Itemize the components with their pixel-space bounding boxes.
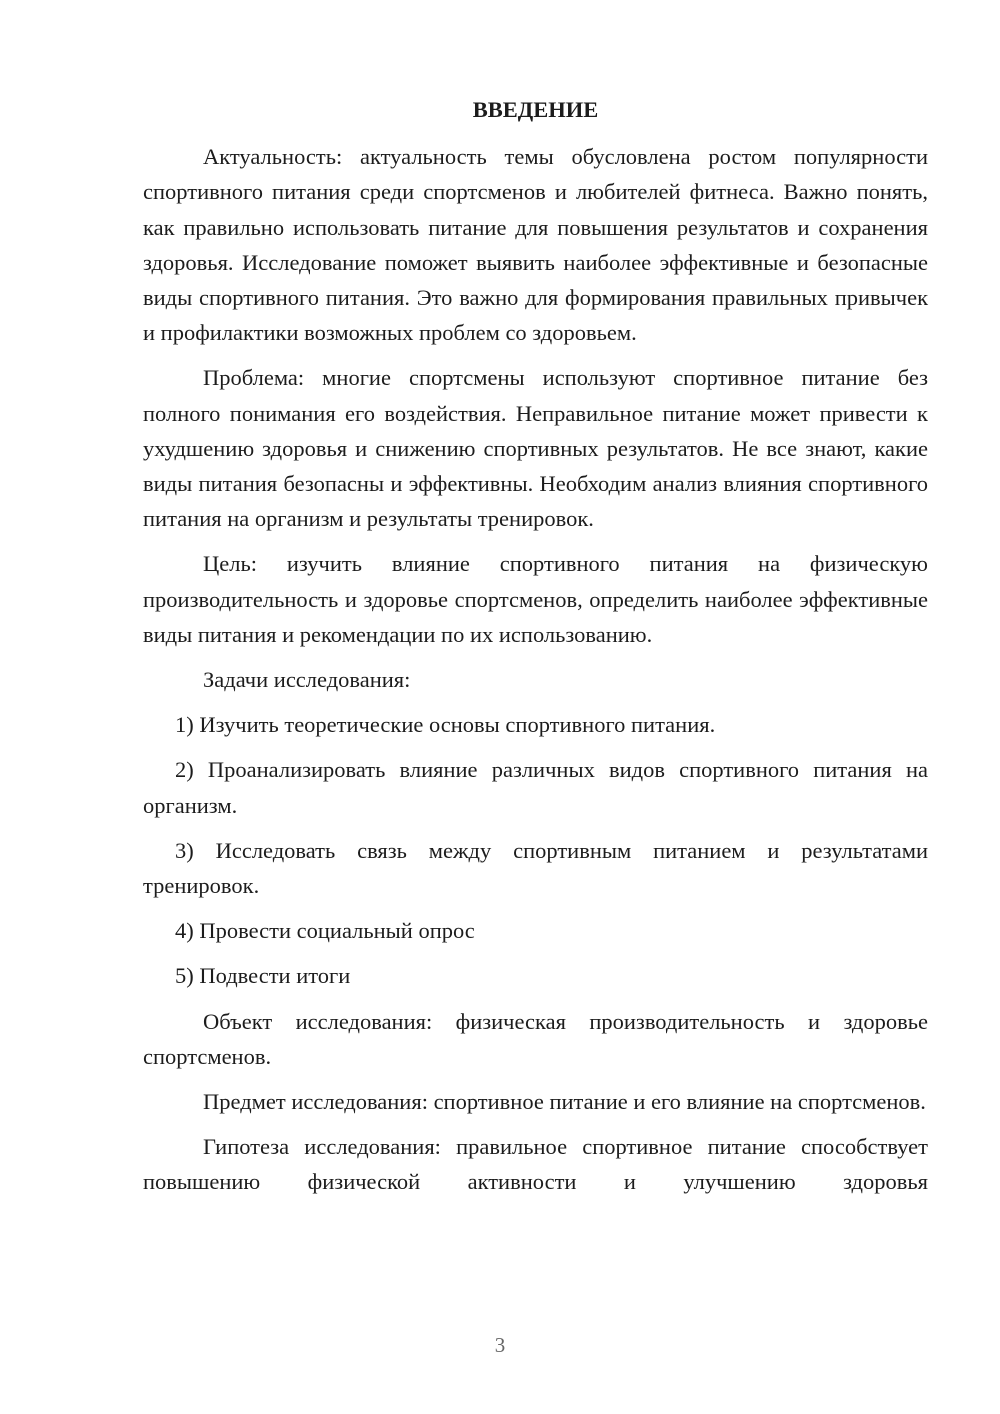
tasks-heading: Задачи исследования: xyxy=(203,667,411,693)
document-page xyxy=(143,92,928,1200)
task-item-2: 2) Проанализировать влияние различных видов спортивного питания на организм. xyxy=(143,757,928,818)
task-item-3: 3) Исследовать связь между спортивным питанием и результатами тренировок. xyxy=(143,837,928,899)
paragraph-relevance: Актуальность: актуальность темы обусловлена ростом популярности спортивного питания среди спортсменов и любителей фитнеса. Важно понять, как правильно использовать питание для повышения результатов и сохранения здоровья. Исследование поможет выявить наиболее эффективные и безопасные виды спортивного питания. Это важно для формирования правильных привычек и профилактики возможных проблем со здоровьем. xyxy=(143,144,928,346)
paragraph-subject: Предмет исследования: спортивное питание и его влияние на спортсменов. xyxy=(203,1089,926,1115)
task-item-5: 5) Подвести итоги xyxy=(175,963,351,989)
task-item-4: 4) Провести социальный опрос xyxy=(175,918,475,944)
paragraph-hypothesis: Гипотеза исследования: правильное спортивное питание способствует повышению физической активности и улучшению здоровья xyxy=(143,1134,928,1195)
page-title: ВВЕДЕНИЕ xyxy=(472,97,599,122)
paragraph-problem: Проблема: многие спортсмены используют спортивное питание без полного понимания его воздействия. Неправильное питание может привести к ухудшению здоровья и снижению спортивных результатов. Не все знают, какие виды питания безопасны и эффективны. Необходим анализ влияния спортивного питания на организм и результаты тренировок. xyxy=(143,365,928,532)
page-number: 3 xyxy=(494,1333,506,1357)
paragraph-object: Объект исследования: физическая производительность и здоровье спортсменов. xyxy=(143,1008,928,1069)
paragraph-goal: Цель: изучить влияние спортивного питания на физическую производительность и здоровье спортсменов, определить наиболее эффективные виды питания и рекомендации по их использованию. xyxy=(143,551,928,647)
task-item-1: 1) Изучить теоретические основы спортивного питания. xyxy=(175,712,716,738)
